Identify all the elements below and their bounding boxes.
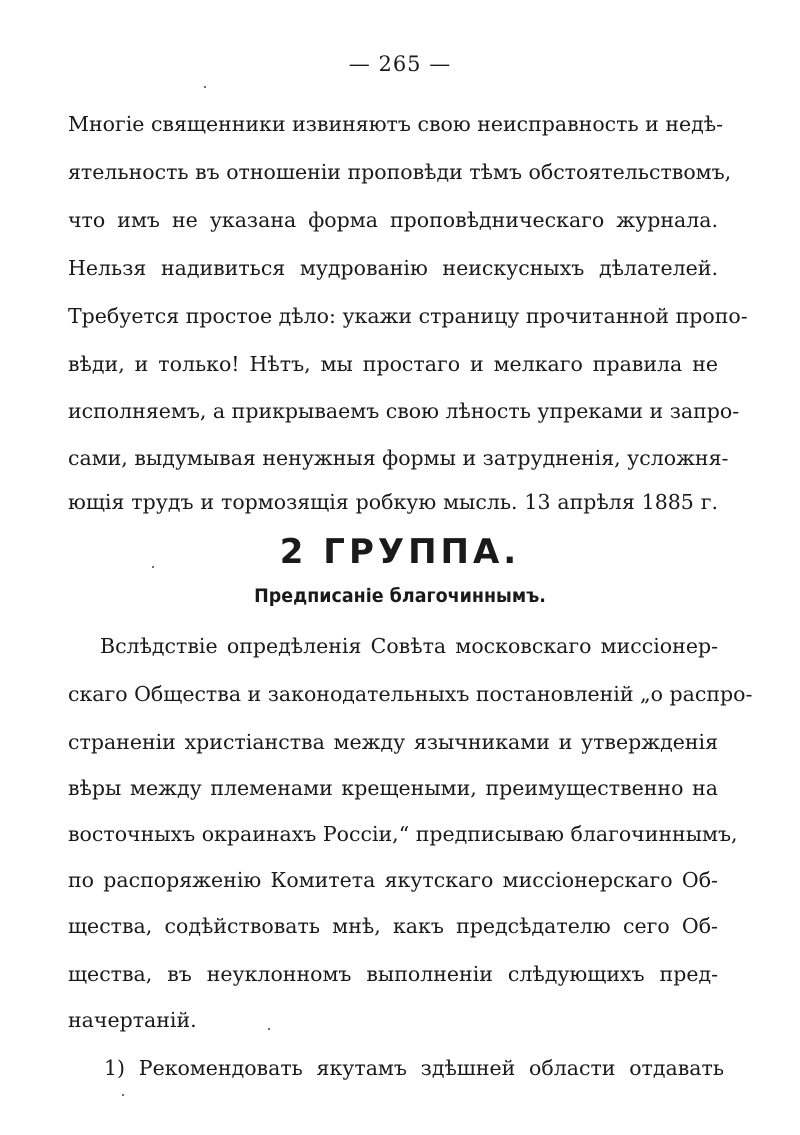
scan-speck xyxy=(122,1094,124,1096)
text-line: по распоряженію Комитета якутскаго миссіонерскаго Об- xyxy=(68,868,718,892)
list-item-1: 1) Рекомендовать якутамъ здѣшней области отдавать xyxy=(104,1056,724,1080)
scan-speck xyxy=(152,566,154,568)
text-line: что имъ не указана форма проповѣдническаго журнала. xyxy=(68,208,718,232)
text-line: ющія трудъ и тормозящія робкую мысль. 13 апрѣля 1885 г. xyxy=(68,490,718,514)
text-line: вѣди, и только! Нѣтъ, мы простаго и мелкаго правила не xyxy=(68,352,718,376)
text-line: Нельзя надивиться мудрованію неискусныхъ дѣлателей. xyxy=(68,256,718,280)
text-line: щества, въ неуклонномъ выполненіи слѣдующихъ пред- xyxy=(68,962,718,986)
text-line: восточныхъ окраинахъ Россіи,“ предписываю благочиннымъ, xyxy=(68,822,738,846)
text-line: скаго Общества и законодательныхъ постановленій „о распро- xyxy=(68,682,753,706)
scan-speck xyxy=(204,86,206,88)
text-line: Вслѣдствіе опредѣленія Совѣта московскаго миссіонер- xyxy=(100,634,718,658)
text-line: исполняемъ, а прикрываемъ свою лѣность упреками и запро- xyxy=(68,399,740,423)
text-line: Требуется простое дѣло: укажи страницу прочитанной пропо- xyxy=(68,304,748,328)
text-line: страненіи христіанства между язычниками и утвержденія xyxy=(68,730,718,754)
text-line: начертаній. xyxy=(68,1008,197,1032)
scan-speck xyxy=(268,1028,270,1030)
group-heading: 2 ГРУППА. xyxy=(279,532,521,572)
text-line: сами, выдумывая ненужныя формы и затрудненія, усложня- xyxy=(68,446,729,470)
text-line: ятельность въ отношеніи проповѣди тѣмъ обстоятельствомъ, xyxy=(68,160,732,184)
text-line: вѣры между племенами крещеными, преимущественно на xyxy=(68,776,718,800)
text-line: щества, содѣйствовать мнѣ, какъ предсѣдателю сего Об- xyxy=(68,914,718,938)
text-line: Многіе священники извиняютъ свою неисправность и недѣ- xyxy=(68,112,724,136)
page-number: — 265 — xyxy=(348,52,452,76)
sub-heading: Предписаніе благочиннымъ. xyxy=(254,585,546,607)
